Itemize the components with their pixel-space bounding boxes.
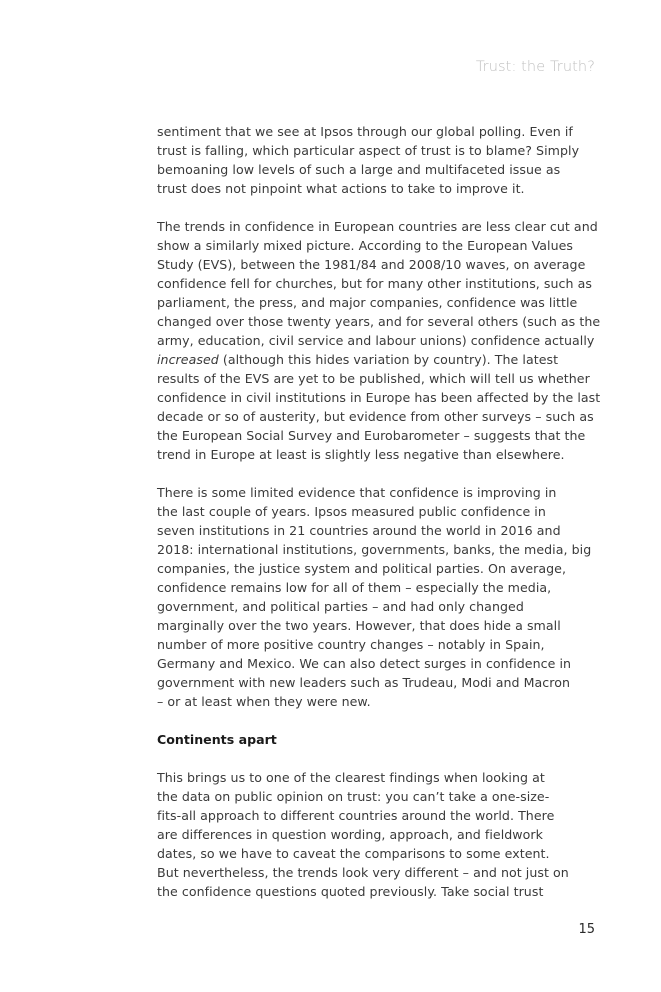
- text-line: decade or so of austerity, but evidence from other surveys – such as: [157, 409, 594, 424]
- text-line: trust is falling, which particular aspect of trust is to blame? Simply: [157, 143, 580, 158]
- text-line: sentiment that we see at Ipsos through our global polling. Even if: [157, 124, 573, 139]
- text-line: the last couple of years. Ipsos measured public confidence in: [157, 504, 546, 519]
- text-line: 2018: international institutions, governments, banks, the media, big: [157, 542, 592, 557]
- body-text: [157, 122, 607, 920]
- paragraph-2: [157, 217, 607, 464]
- text-line: Study (EVS), between the 1981/84 and 2008/10 waves, on average: [157, 257, 586, 272]
- text-line: confidence in civil institutions in Europe has been affected by the last: [157, 390, 601, 405]
- text-line: The trends in confidence in European countries are less clear cut and: [157, 219, 598, 234]
- text-line: There is some limited evidence that confidence is improving in: [157, 485, 557, 500]
- text-line: bemoaning low levels of such a large and multifaceted issue as: [157, 162, 561, 177]
- italic-emphasis: increased: [157, 352, 219, 367]
- text-line: the confidence questions quoted previously. Take social trust: [157, 884, 544, 899]
- text-line: trend in Europe at least is slightly less negative than elsewhere.: [157, 447, 565, 462]
- text-line: seven institutions in 21 countries around the world in 2016 and: [157, 523, 561, 538]
- text-line: confidence fell for churches, but for many other institutions, such as: [157, 276, 592, 291]
- text-line-with-italic: [157, 350, 607, 369]
- text-line: But nevertheless, the trends look very different – and not just on: [157, 865, 569, 880]
- text-line: the European Social Survey and Eurobarometer – suggests that the: [157, 428, 586, 443]
- text-line: are differences in question wording, approach, and fieldwork: [157, 827, 543, 842]
- running-header: Trust: the Truth?: [475, 59, 595, 75]
- text-line: confidence remains low for all of them – especially the media,: [157, 580, 552, 595]
- text-line: companies, the justice system and political parties. On average,: [157, 561, 567, 576]
- paragraph-4: [157, 768, 607, 901]
- text-line: – or at least when they were new.: [157, 694, 371, 709]
- text-line: parliament, the press, and major companies, confidence was little: [157, 295, 578, 310]
- text-line: Germany and Mexico. We can also detect surges in confidence in: [157, 656, 572, 671]
- text-line: fits-all approach to different countries around the world. There: [157, 808, 555, 823]
- paragraph-1: [157, 122, 607, 198]
- text-line: results of the EVS are yet to be published, which will tell us whether: [157, 371, 590, 386]
- text-line: marginally over the two years. However, that does hide a small: [157, 618, 561, 633]
- text-line: government with new leaders such as Trudeau, Modi and Macron: [157, 675, 571, 690]
- text-line: dates, so we have to caveat the comparisons to some extent.: [157, 846, 550, 861]
- text-line: the data on public opinion on trust: you can’t take a one-size-: [157, 789, 550, 804]
- page-number: 15: [578, 922, 595, 937]
- text-line: number of more positive country changes – notably in Spain,: [157, 637, 545, 652]
- text-line: government, and political parties – and had only changed: [157, 599, 524, 614]
- text-segment: (although this hides variation by country). The latest: [218, 352, 559, 367]
- text-line: trust does not pinpoint what actions to take to improve it.: [157, 181, 525, 196]
- text-line: show a similarly mixed picture. According to the European Values: [157, 238, 574, 253]
- text-line: This brings us to one of the clearest findings when looking at: [157, 770, 545, 785]
- text-line: army, education, civil service and labour unions) confidence actually: [157, 333, 595, 348]
- text-line: changed over those twenty years, and for several others (such as the: [157, 314, 601, 329]
- paragraph-3: [157, 483, 607, 711]
- section-heading: Continents apart: [157, 732, 277, 747]
